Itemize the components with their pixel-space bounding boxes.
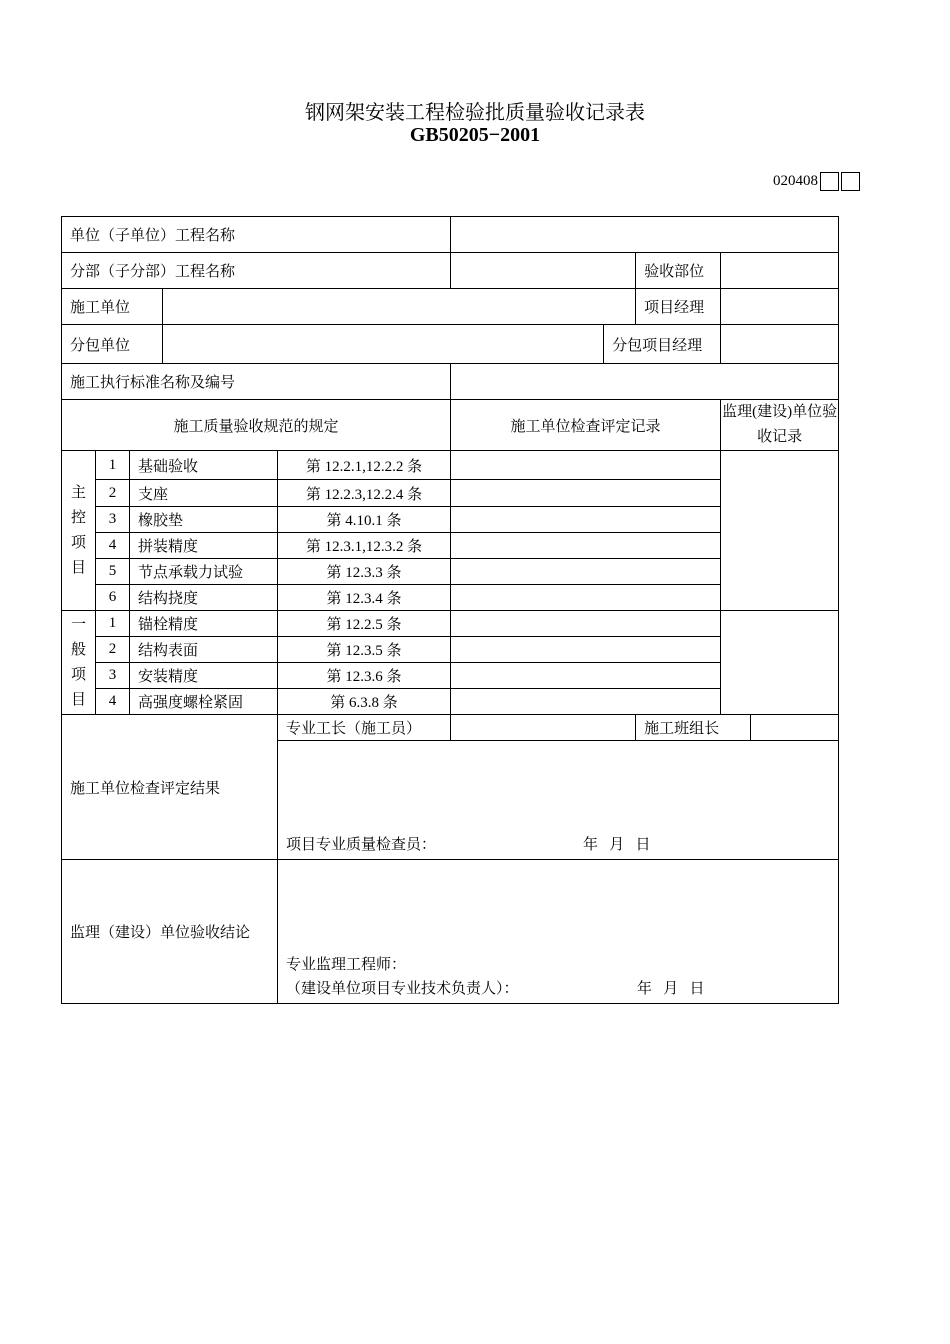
main-item-record[interactable] [451, 585, 721, 611]
foreman-field[interactable] [451, 715, 636, 741]
main-item-name: 橡胶垫 [130, 507, 278, 533]
main-item-record[interactable] [451, 507, 721, 533]
standard-name-label: 施工执行标准名称及编号 [62, 364, 451, 400]
project-name-field[interactable] [451, 217, 839, 253]
general-item-name: 高强度螺栓紧固 [130, 689, 278, 715]
main-item-name: 支座 [130, 480, 278, 507]
general-item-no: 1 [96, 611, 130, 637]
main-item-no: 5 [96, 559, 130, 585]
general-item-name: 锚栓精度 [130, 611, 278, 637]
main-item-clause: 第 12.3.4 条 [278, 585, 451, 611]
main-items-supervision-record[interactable] [721, 451, 839, 611]
inspection-date: 年 月 日 [583, 837, 651, 853]
general-item-no: 2 [96, 637, 130, 663]
team-leader-label: 施工班组长 [636, 715, 751, 741]
general-item-name: 安装精度 [130, 663, 278, 689]
acceptance-table [61, 216, 839, 1004]
main-item-name: 拼装精度 [130, 533, 278, 559]
subcontract-unit-field[interactable] [163, 325, 604, 364]
main-item-clause: 第 12.2.1,12.2.2 条 [278, 451, 451, 480]
project-manager-label: 项目经理 [636, 289, 721, 325]
main-item-no: 1 [96, 451, 130, 480]
form-code [773, 172, 860, 191]
main-item-clause: 第 12.2.3,12.2.4 条 [278, 480, 451, 507]
main-item-record[interactable] [451, 480, 721, 507]
general-item-clause: 第 12.3.6 条 [278, 663, 451, 689]
standard-name-field[interactable] [451, 364, 839, 400]
conclusion-date: 年 月 日 [637, 981, 705, 997]
main-item-no: 6 [96, 585, 130, 611]
standard-code: GB50205−2001 [409, 124, 541, 146]
general-item-clause: 第 6.3.8 条 [278, 689, 451, 715]
sub-project-name-label: 分部（子分部）工程名称 [62, 253, 451, 289]
main-item-clause: 第 12.3.3 条 [278, 559, 451, 585]
main-items-label: 主控项目 [62, 451, 96, 611]
main-item-no: 3 [96, 507, 130, 533]
main-item-record[interactable] [451, 559, 721, 585]
conclusion-label: 监理（建设）单位验收结论 [62, 860, 278, 1004]
main-item-clause: 第 12.3.1,12.3.2 条 [278, 533, 451, 559]
owner-rep-label: （建设单位项目专业技术负责人）： [286, 981, 519, 997]
check-result-area[interactable] [278, 741, 839, 860]
general-item-record[interactable] [451, 663, 721, 689]
subcontract-manager-field[interactable] [721, 325, 839, 364]
subcontract-manager-label: 分包项目经理 [604, 325, 721, 364]
main-item-record[interactable] [451, 533, 721, 559]
form-title: 钢网架安装工程检验批质量验收记录表 [305, 100, 645, 124]
main-item-name: 节点承载力试验 [130, 559, 278, 585]
general-items-label: 一般项目 [62, 611, 96, 715]
acceptance-part-label: 验收部位 [636, 253, 721, 289]
supervision-record-header: 监理(建设)单位验收记录 [721, 400, 839, 451]
subcontract-unit-label: 分包单位 [62, 325, 163, 364]
general-items-supervision-record[interactable] [721, 611, 839, 715]
general-item-no: 3 [96, 663, 130, 689]
check-record-header: 施工单位检查评定记录 [451, 400, 721, 451]
main-item-name: 结构挠度 [130, 585, 278, 611]
general-item-name: 结构表面 [130, 637, 278, 663]
supervision-engineer-label: 专业监理工程师： [286, 957, 407, 973]
code-box-1[interactable] [820, 172, 839, 191]
construction-unit-field[interactable] [163, 289, 636, 325]
project-name-label: 单位（子单位）工程名称 [62, 217, 451, 253]
general-item-record[interactable] [451, 637, 721, 663]
general-item-clause: 第 12.3.5 条 [278, 637, 451, 663]
team-leader-field[interactable] [751, 715, 839, 741]
main-item-clause: 第 4.10.1 条 [278, 507, 451, 533]
general-item-clause: 第 12.2.5 条 [278, 611, 451, 637]
general-item-no: 4 [96, 689, 130, 715]
form-code-number: 020408 [773, 173, 818, 189]
sub-project-name-field[interactable] [451, 253, 636, 289]
check-result-label: 施工单位检查评定结果 [62, 715, 278, 860]
conclusion-area[interactable] [278, 860, 839, 1004]
foreman-label: 专业工长（施工员） [278, 715, 451, 741]
code-box-2[interactable] [841, 172, 860, 191]
acceptance-part-field[interactable] [721, 253, 839, 289]
main-item-name: 基础验收 [130, 451, 278, 480]
construction-unit-label: 施工单位 [62, 289, 163, 325]
general-item-record[interactable] [451, 611, 721, 637]
spec-header: 施工质量验收规范的规定 [62, 400, 451, 451]
main-item-record[interactable] [451, 451, 721, 480]
general-item-record[interactable] [451, 689, 721, 715]
main-item-no: 2 [96, 480, 130, 507]
inspector-label: 项目专业质量检查员： [286, 837, 437, 853]
main-item-no: 4 [96, 533, 130, 559]
project-manager-field[interactable] [721, 289, 839, 325]
